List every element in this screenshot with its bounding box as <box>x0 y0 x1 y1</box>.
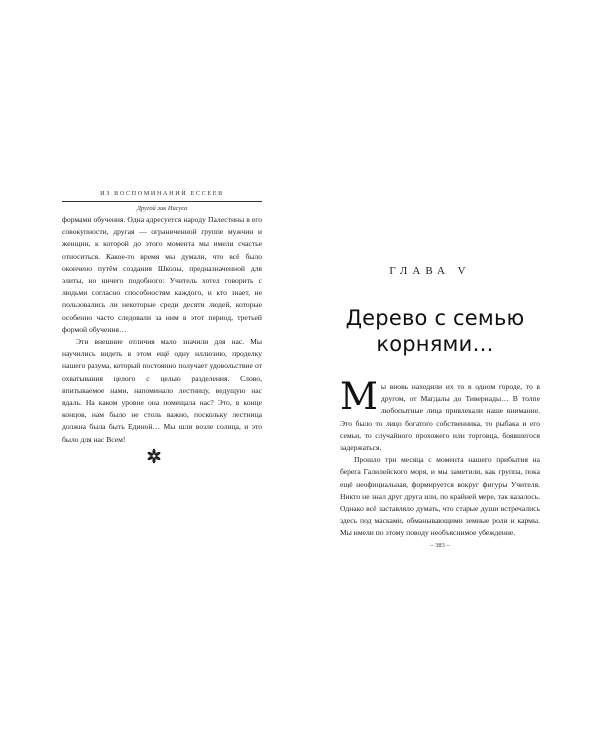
left-page-body <box>62 214 262 446</box>
chapter-title <box>320 305 550 357</box>
page-number: – 383 – <box>430 542 450 549</box>
running-head-subtitle: Другой лик Иисуса <box>136 205 188 212</box>
running-head-title: ИЗ ВОСПОМИНАНИЙ ЕССЕЕВ <box>100 190 224 197</box>
chapter-title-line-2: корнями… <box>376 332 494 356</box>
six-petal-flower-icon <box>146 448 162 464</box>
running-head <box>62 190 262 213</box>
left-paragraph-1: формами обучения. Одна адресуется народу Палестины в его совокупности, другая — ограниченной группе мужчин и женщин, к которой до этого момента мы имели счастье относиться. Какое-то время мы думали, что всё было окончено путём создания Школы, предназначенной для элиты, но ничего подобного: Учитель хотел говорить с людьми согласно способностям каждого, и кто знает, не пользовались ли некоторые среди десяти людей, которые особенно часто следовали за ним в этот период, третьей формой обучения… <box>62 215 262 334</box>
right-page-body <box>340 375 540 540</box>
left-paragraph-2: Эти внешние отличия мало значили для нас. Мы научились видеть в этом ещё одну иллюзию, проделку нашего разума, который постоянно получает удовольствие от охватывания целого с целью разделения. Слово, впитываемое нами, напоминало лестницу, ведущую нас вдаль. На каком уровне она помещала нас? Это, в конце концов, нам было не столь важно, поскольку лестница должна была быть Единой… Мы шли возле солнца, и это было для нас Всем! <box>62 337 262 444</box>
right-paragraph-1 <box>340 375 540 454</box>
running-head-rule <box>62 201 262 202</box>
chapter-title-line-1: Дерево с семью <box>345 306 525 330</box>
drop-cap: М <box>340 375 378 418</box>
chapter-label: ГЛАВА V <box>389 265 471 277</box>
right-paragraph-1-text: ы вновь находили их то в одном городе, то в другом, от Магдалы до Тивериады… В толпе любопытные лица привлекали наше внимание. Это было то лицо богатого собственника, то рыбака и его семьи, то случайного прохожего или торговца, боявшегося задержаться. <box>340 382 540 453</box>
right-paragraph-2: Прошло три месяца с момента нашего прибытия на берега Галилейского моря, и мы заметили, как группа, пока ещё неофициальная, формируется вокруг фигуры Учителя. Никто не знал друг друга или, по крайней мере, так казалось. Однако всё заставляло думать, что старые души встречались здесь под масками, обманывающими земные роли и кармы. Мы имели по этому поводу необъяснимое убеждение. <box>340 455 540 538</box>
